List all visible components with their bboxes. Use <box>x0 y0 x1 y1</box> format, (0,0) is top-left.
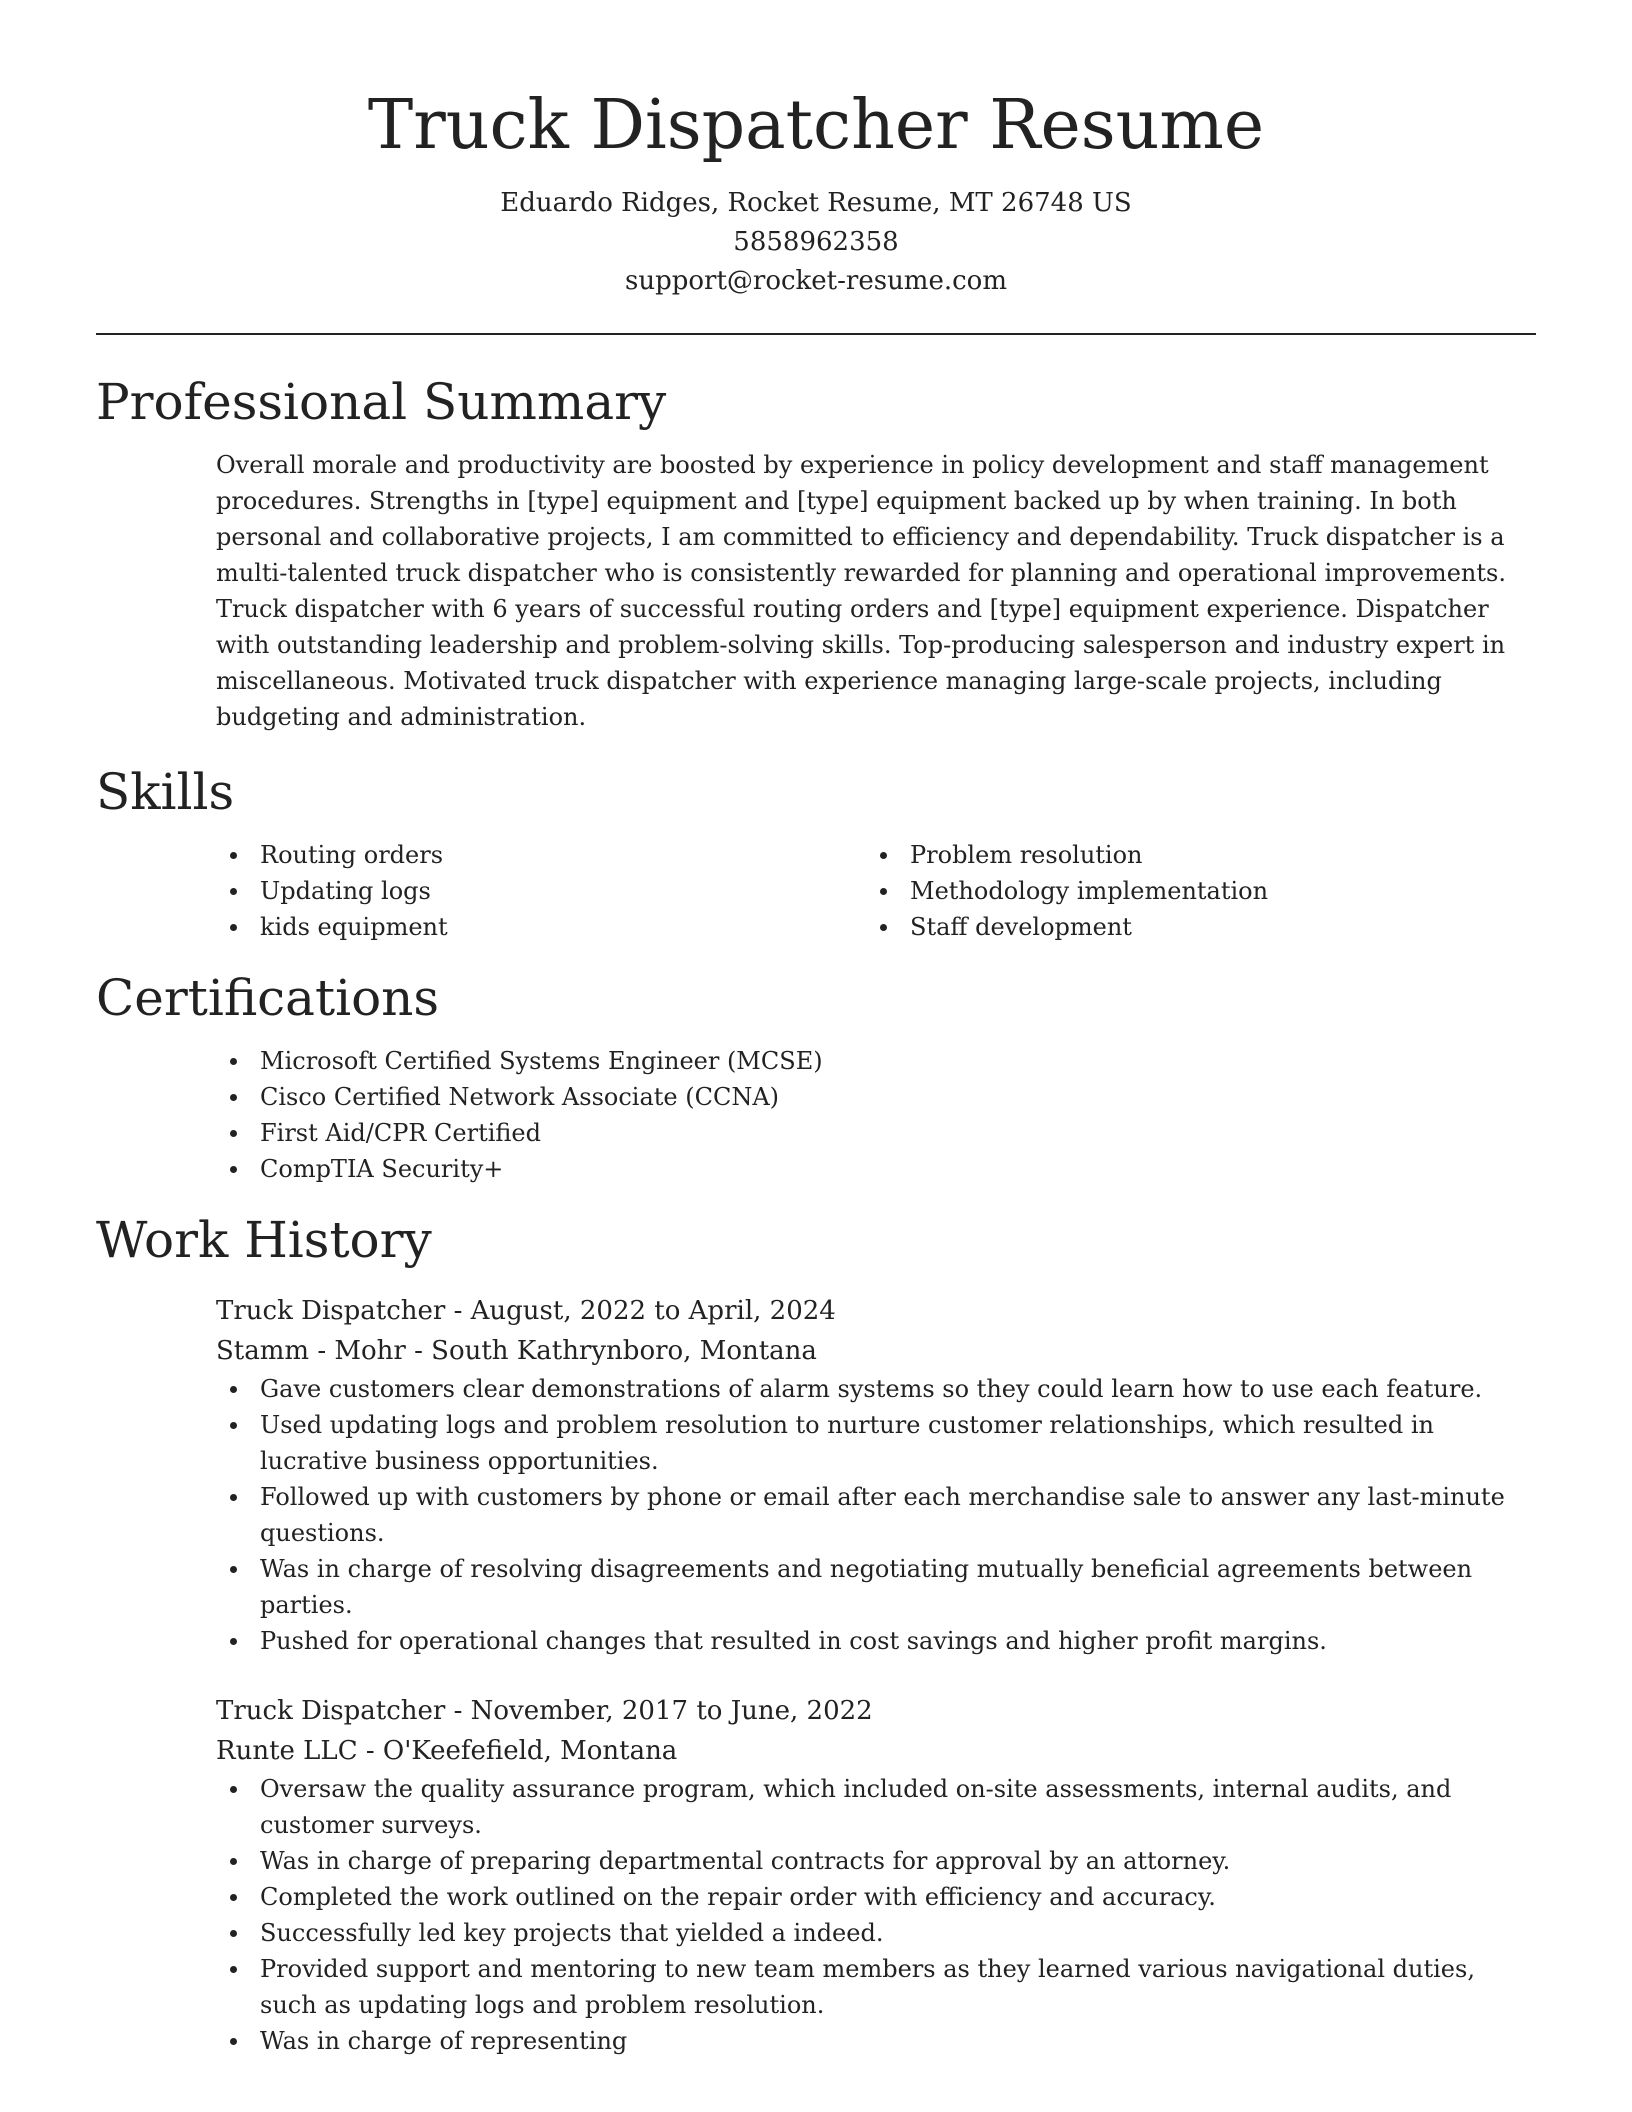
section-heading-certifications: Certifications <box>96 969 440 1027</box>
skill-item: Methodology implementation <box>866 873 1516 909</box>
job-bullet: Used updating logs and problem resolution to nurture customer relationships, which resulted in lucrative business opportunities. <box>216 1407 1536 1479</box>
section-certifications <box>96 967 1536 1187</box>
section-heading-skills: Skills <box>96 763 235 821</box>
skill-item: kids equipment <box>216 909 866 945</box>
skills-grid <box>216 837 1536 945</box>
job-bullet: Oversaw the quality assurance program, which included on-site assessments, internal audits, and customer surveys. <box>216 1771 1536 1843</box>
job-bullet: Provided support and mentoring to new team members as they learned various navigational duties, such as updating logs and problem resolution. <box>216 1951 1536 2023</box>
resume-page <box>96 0 1536 2059</box>
job-entry <box>216 1691 1536 2059</box>
skills-column-right <box>866 837 1516 945</box>
certification-item: First Aid/CPR Certified <box>216 1115 1536 1151</box>
skill-item: Updating logs <box>216 873 866 909</box>
section-professional-summary <box>96 371 1536 735</box>
certification-item: CompTIA Security+ <box>216 1151 1536 1187</box>
section-skills <box>96 761 1536 945</box>
header-divider <box>96 333 1536 335</box>
summary-text: Overall morale and productivity are boosted by experience in policy development and staff management procedures. Strengths in [type] equipment and [type] equipment backed up by when training. In both personal and collaborative projects, I am committed to efficiency and dependability. Truck dispatcher is a multi-talented truck dispatcher who is consistently rewarded for planning and operational improvements. Truck dispatcher with 6 years of successful routing orders and [type] equipment experience. Dispatcher with outstanding leadership and problem-solving skills. Top-producing salesperson and industry expert in miscellaneous. Motivated truck dispatcher with experience managing large-scale projects, including budgeting and administration. <box>216 451 1506 731</box>
contact-email: support@rocket-resume.com <box>624 266 1007 296</box>
certification-item: Microsoft Certified Systems Engineer (MCSE) <box>216 1043 1536 1079</box>
resume-title: Truck Dispatcher Resume <box>367 86 1265 165</box>
certifications-list <box>216 1043 1536 1187</box>
section-heading-work-history: Work History <box>96 1211 432 1269</box>
skill-item: Problem resolution <box>866 837 1516 873</box>
job-title-line: Truck Dispatcher - August, 2022 to April, 2024 <box>216 1296 836 1326</box>
job-bullet: Was in charge of preparing departmental contracts for approval by an attorney. <box>216 1843 1536 1879</box>
job-company-line: Runte LLC - O'Keefefield, Montana <box>216 1736 678 1766</box>
contact-address: Eduardo Ridges, Rocket Resume, MT 26748 US <box>500 188 1132 218</box>
job-bullet: Pushed for operational changes that resulted in cost savings and higher profit margins. <box>216 1623 1536 1659</box>
job-bullet: Gave customers clear demonstrations of alarm systems so they could learn how to use each feature. <box>216 1371 1536 1407</box>
section-heading-summary: Professional Summary <box>96 373 667 431</box>
certification-item: Cisco Certified Network Associate (CCNA) <box>216 1079 1536 1115</box>
job-entry <box>216 1291 1536 1659</box>
job-bullets <box>216 1771 1536 2059</box>
job-bullet: Completed the work outlined on the repair order with efficiency and accuracy. <box>216 1879 1536 1915</box>
job-bullet: Was in charge of representing <box>216 2023 1536 2059</box>
job-title-line: Truck Dispatcher - November, 2017 to June, 2022 <box>216 1696 873 1726</box>
job-bullet: Was in charge of resolving disagreements and negotiating mutually beneficial agreements between parties. <box>216 1551 1536 1623</box>
job-bullet: Followed up with customers by phone or email after each merchandise sale to answer any last-minute questions. <box>216 1479 1536 1551</box>
contact-phone: 5858962358 <box>733 227 899 257</box>
section-work-history <box>96 1209 1536 2059</box>
job-company-line: Stamm - Mohr - South Kathrynboro, Montana <box>216 1336 817 1366</box>
job-bullets <box>216 1371 1536 1659</box>
skill-item: Routing orders <box>216 837 866 873</box>
job-bullet: Successfully led key projects that yielded a indeed. <box>216 1915 1536 1951</box>
contact-info <box>96 184 1536 301</box>
resume-header <box>96 0 1536 301</box>
skill-item: Staff development <box>866 909 1516 945</box>
skills-column-left <box>216 837 866 945</box>
